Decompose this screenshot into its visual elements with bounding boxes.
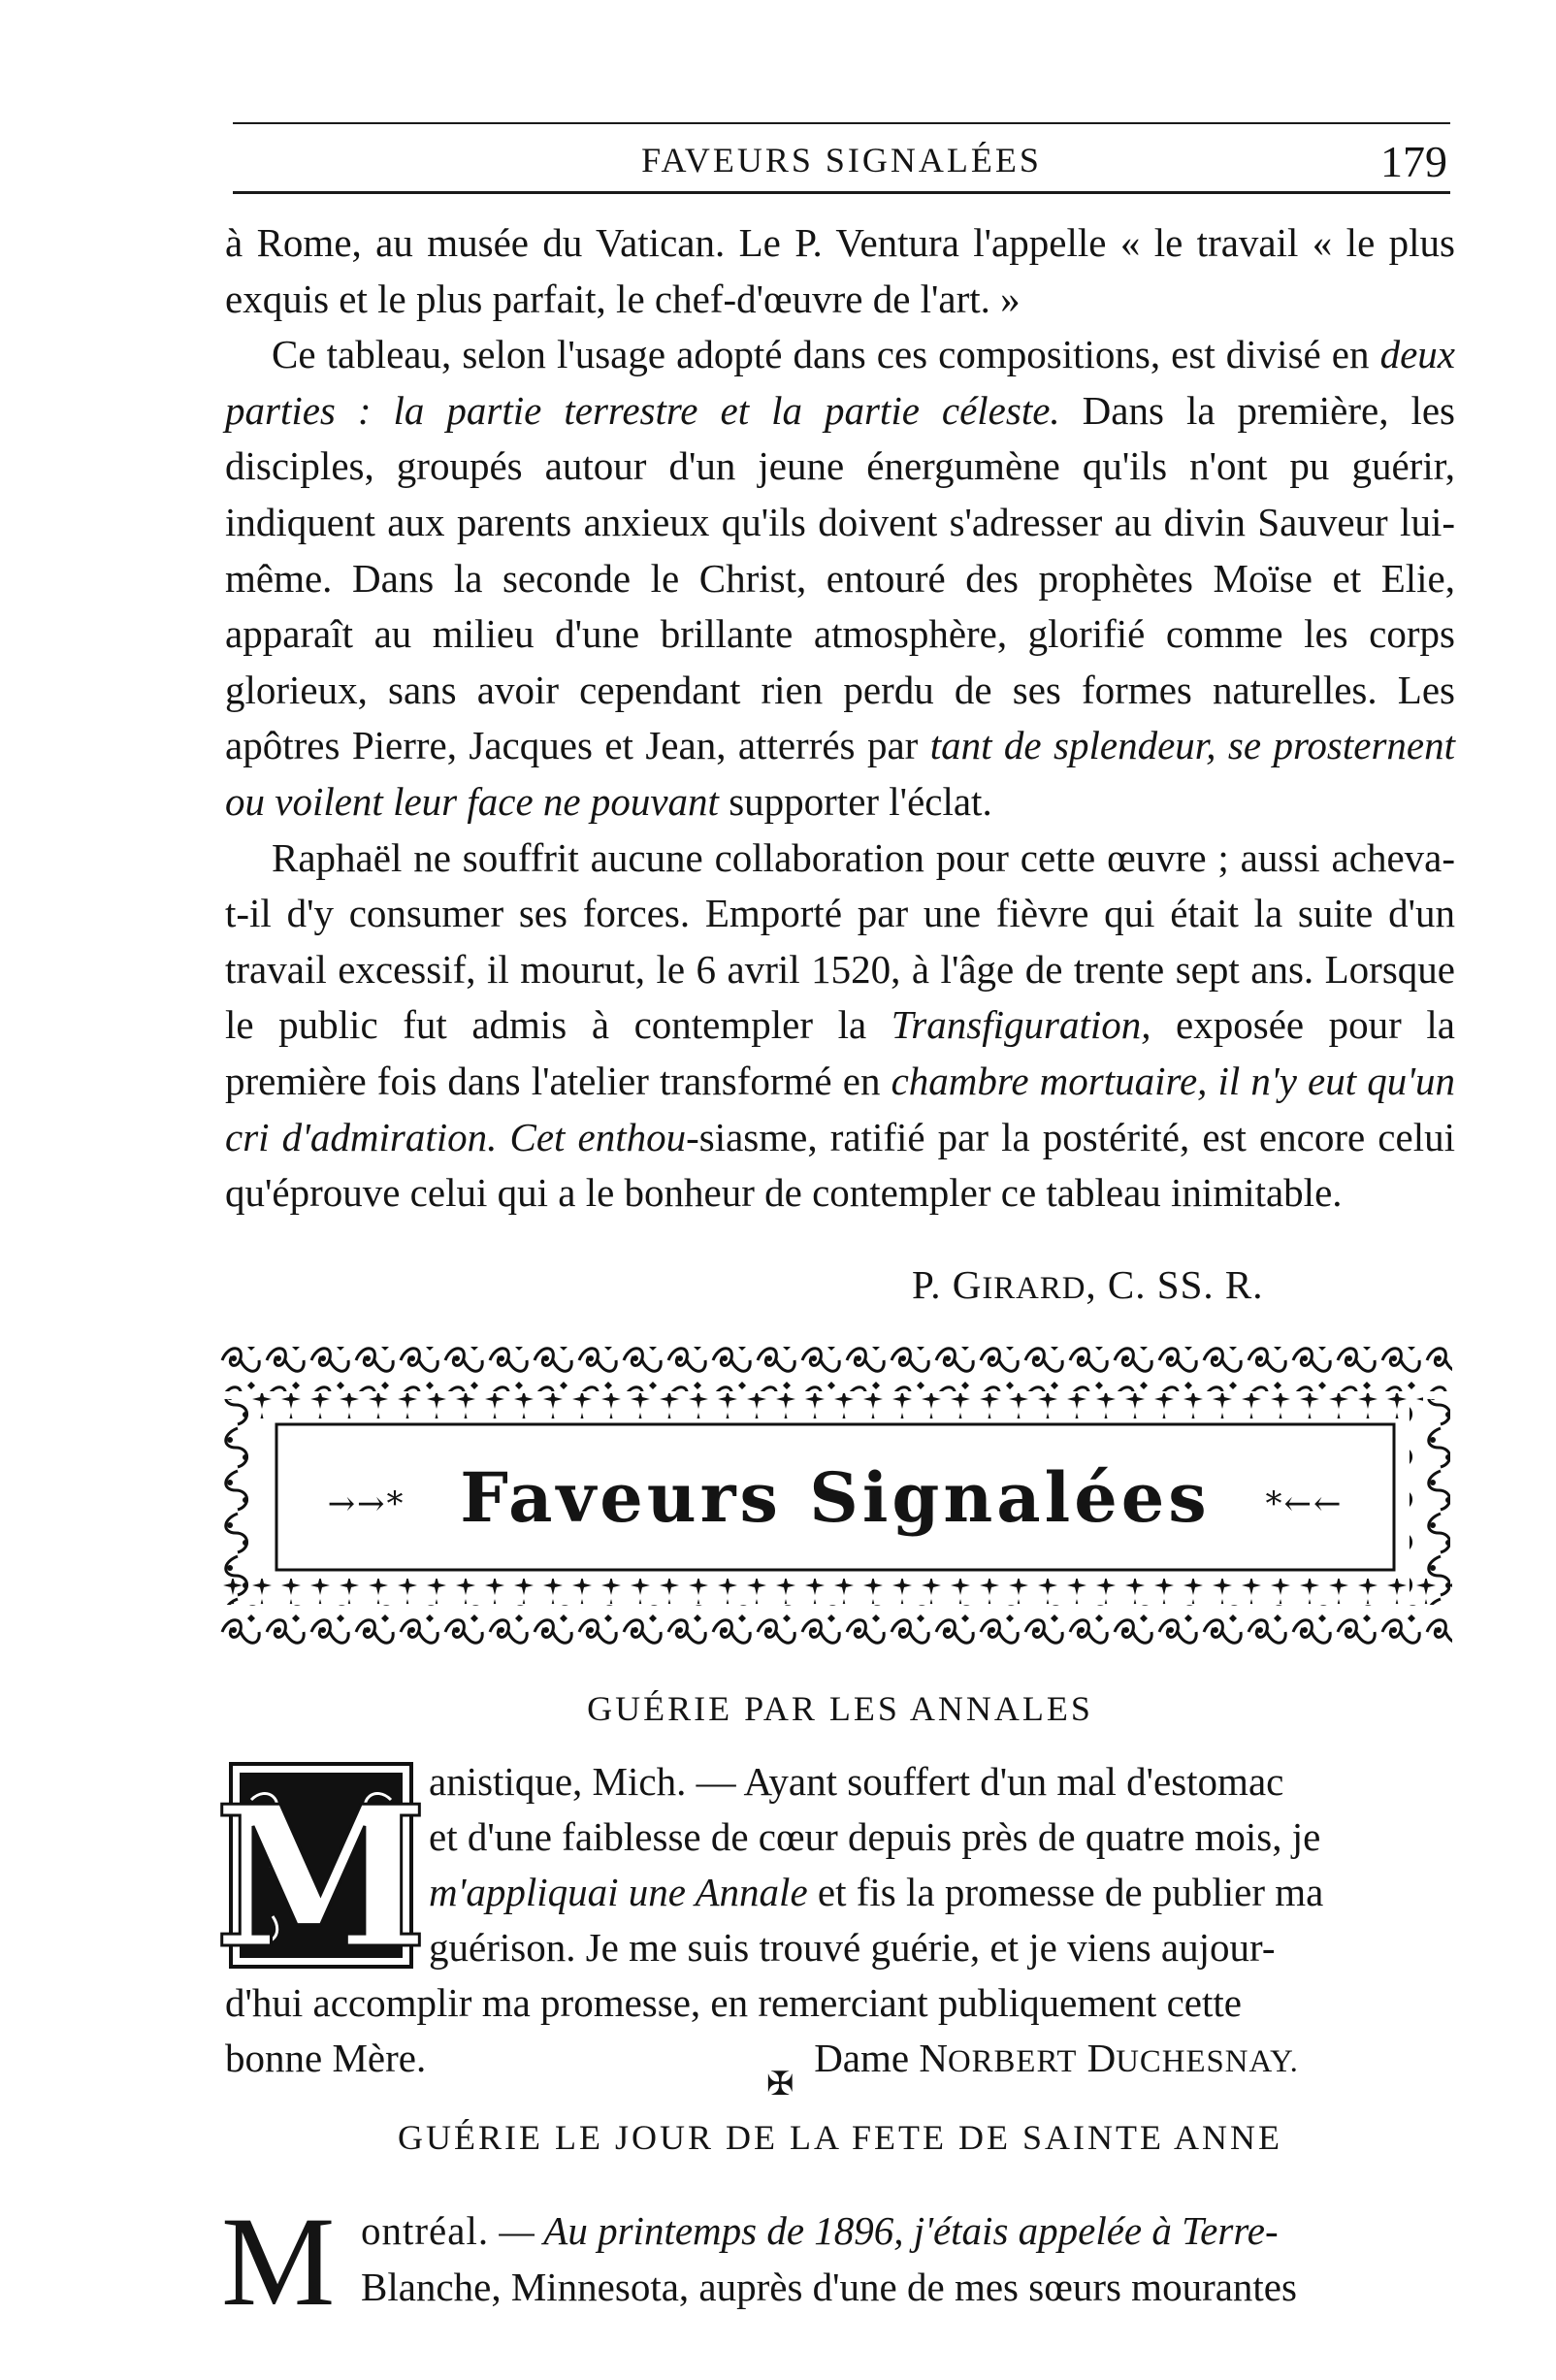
section-1-heading: GUÉRIE PAR LES ANNALES [587, 1689, 1093, 1728]
header-rule-bottom [233, 191, 1450, 194]
banner-left-ornament: →→* [327, 1484, 405, 1523]
section-1-line-3: m'appliquai une Annale et fis la promesse de publier ma [429, 1870, 1324, 1914]
banner-right-ornament: *←← [1265, 1484, 1344, 1523]
banner-title [218, 1457, 1452, 1538]
section-2-initial: M [221, 2190, 336, 2332]
paragraph-1: à Rome, au musée du Vatican. Le P. Ventura l'appelle « le travail « le plus exquis et le plus parfait, le chef-d'œuvre de l'art. » [225, 220, 1455, 321]
article-body [225, 215, 1455, 1222]
section-1-text [225, 1754, 1455, 2090]
paragraph-2: Ce tableau, selon l'usage adopté dans ces compositions, est divisé en deux parties : la partie terrestre et la partie céleste. Dans la première, les disciples, groupés autour d'un jeune énergumène qu'ils n'ont pu guérir, indiquent aux parents anxieux qu'ils doivent s'adresser au divin Sauveur lui-même. Dans la seconde le Christ, entouré des prophètes Moïse et Elie, apparaît au milieu d'une brillante atmosphère, glorifié comme les corps glorieux, sans avoir cependant rien perdu de ses formes naturelles. Les apôtres Pierre, Jacques et Jean, atterrés par tant de splendeur, se prosternent ou voilent leur face ne pouvant supporter l'éclat. [225, 332, 1455, 824]
header-rule-top [233, 122, 1450, 124]
separator-icon: ✠ [766, 2067, 794, 2103]
section-2-heading: GUÉRIE LE JOUR DE LA FETE DE SAINTE ANNE [398, 2118, 1282, 2157]
banner-title-text: Faveurs Signalées [460, 1457, 1211, 1538]
transfiguration-title: Transfiguration, [891, 1002, 1151, 1048]
section-1-line-4: guérison. Je me suis trouvé guérie, et je viens aujour- [429, 1925, 1276, 1970]
running-title: FAVEURS SIGNALÉES [641, 141, 1042, 179]
paragraph-3-italic: chambre mortuaire, il n'y eut qu'un cri d'admiration. Cet enthou- [225, 1058, 1455, 1159]
paragraph-2-italic: deux parties : la partie terrestre et la partie céleste. [225, 332, 1455, 433]
section-2-line-2: Blanche, Minnesota, auprès d'une de mes sœurs mourantes [361, 2265, 1297, 2309]
section-1-line-2: et d'une faiblesse de cœur depuis près de quatre mois, je [429, 1814, 1321, 1859]
section-1-line-6: bonne Mère. Dame NORBERT DUCHESNAY. [225, 2036, 1299, 2080]
article-signature: P. GIRARD, C. SS. R. [912, 1262, 1264, 1307]
section-2-line-1: ontréal. — Au printemps de 1896, j'étais appelée à Terre- [361, 2208, 1279, 2253]
faveurs-banner [218, 1341, 1452, 1656]
initial-letter: M [213, 1764, 429, 1992]
section-2-text [361, 2202, 1455, 2315]
section-1-line-1: anistique, Mich. — Ayant souffert d'un mal d'estomac [429, 1759, 1284, 1804]
paragraph-2-italic-2: tant de splendeur, se prosternent ou voilent leur face ne pouvant [225, 723, 1455, 824]
paragraph-3: Raphaël ne souffrit aucune collaboration pour cette œuvre ; aussi acheva-t-il d'y consumer ses forces. Emporté par une fièvre qui était la suite d'un travail excessif, il mourut, le 6 avril 1520, à l'âge de trente sept ans. Lorsque le public fut admis à contempler la Transfiguration, exposée pour la première fois dans l'atelier transformé en chambre mortuaire, il n'y eut qu'un cri d'admiration. Cet enthou-siasme, ratifié par la postérité, est encore celui qu'éprouve celui qui a le bonheur de contempler ce tableau inimitable. [225, 834, 1455, 1216]
page-number: 179 [1380, 137, 1447, 186]
section-1-line-5: d'hui accomplir ma promesse, en remerciant publiquement cette [225, 1980, 1242, 2025]
